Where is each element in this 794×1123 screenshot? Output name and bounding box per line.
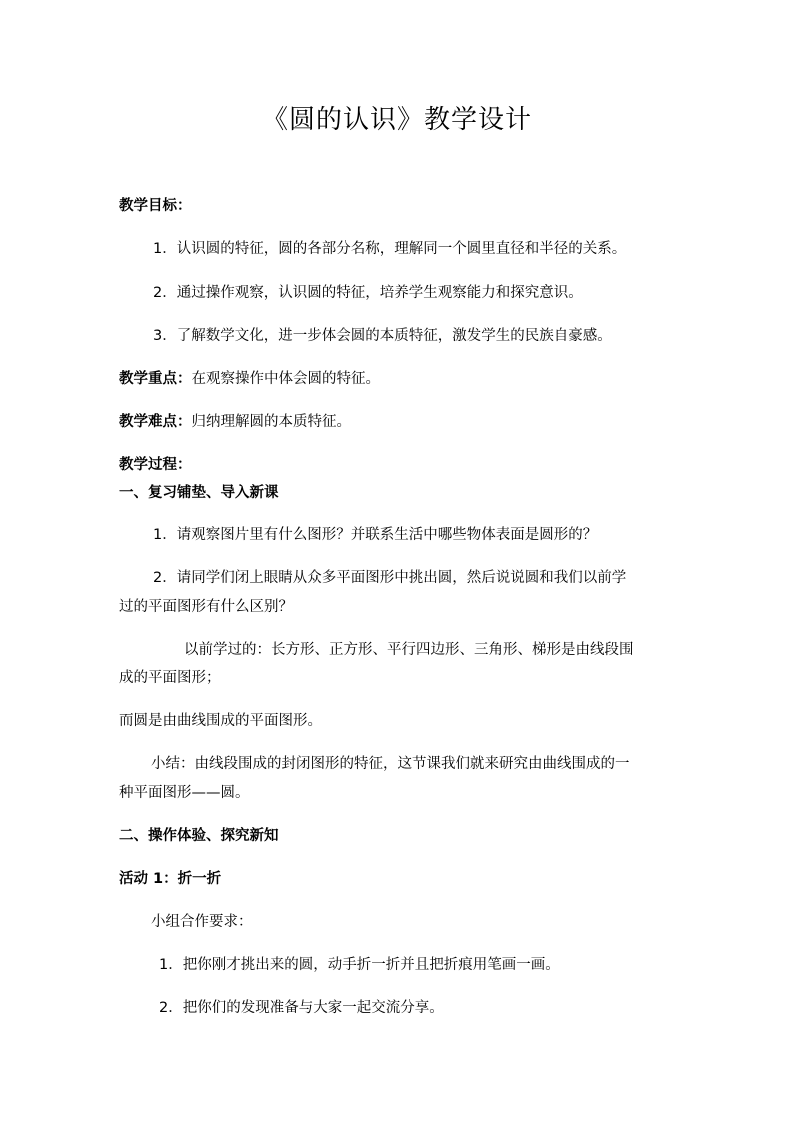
section1-question-2-line1: 2．请同学们闭上眼睛从众多平面图形中挑出圆，然后说说圆和我们以前学 [153,570,627,586]
process-heading: 教学过程： [119,457,192,473]
activity1-heading: 活动 1：折一折 [119,871,222,887]
goal-2: 2．通过操作观察，认识圆的特征，培养学生观察能力和探究意识。 [153,285,583,301]
key-point-text: 在观察操作中体会圆的特征。 [191,371,380,387]
section2-heading: 二、操作体验、探究新知 [119,828,279,844]
difficulty [119,412,351,432]
answer-line-1: 以前学过的：长方形、正方形、平行四边形、三角形、梯形是由线段围 [184,642,634,658]
page-title: 《圆的认识》教学设计 [261,105,532,135]
summary-line-1: 小结：由线段围成的封闭图形的特征，这节课我们就来研究由曲线围成的一 [151,756,630,772]
answer-line-2: 成的平面图形； [119,670,221,686]
section1-heading: 一、复习铺垫、导入新课 [119,485,279,501]
section1-question-2-line2: 过的平面图形有什么区别？ [119,599,293,615]
difficulty-label: 教学难点： [119,414,192,430]
group-requirements: 小组合作要求： [151,914,253,930]
summary-line-2: 种平面图形——圆。 [119,785,250,801]
goal-1: 1．认识圆的特征，圆的各部分名称，理解同一个圆里直径和半径的关系。 [153,241,627,257]
requirement-1: 1．把你刚才挑出来的圆，动手折一折并且把折痕用笔画一画。 [159,957,560,973]
goals-heading: 教学目标： [119,198,192,214]
answer-line-3: 而圆是由曲线围成的平面图形。 [119,713,322,729]
key-point-label: 教学重点： [119,371,192,387]
section1-question-1: 1．请观察图片里有什么图形？并联系生活中哪些物体表面是圆形的？ [153,527,598,543]
difficulty-text: 归纳理解圆的本质特征。 [191,414,351,430]
requirement-2: 2．把你们的发现准备与大家一起交流分享。 [159,1000,444,1016]
key-point [119,369,380,389]
goal-3: 3．了解数学文化，进一步体会圆的本质特征，激发学生的民族自豪感。 [153,328,612,344]
